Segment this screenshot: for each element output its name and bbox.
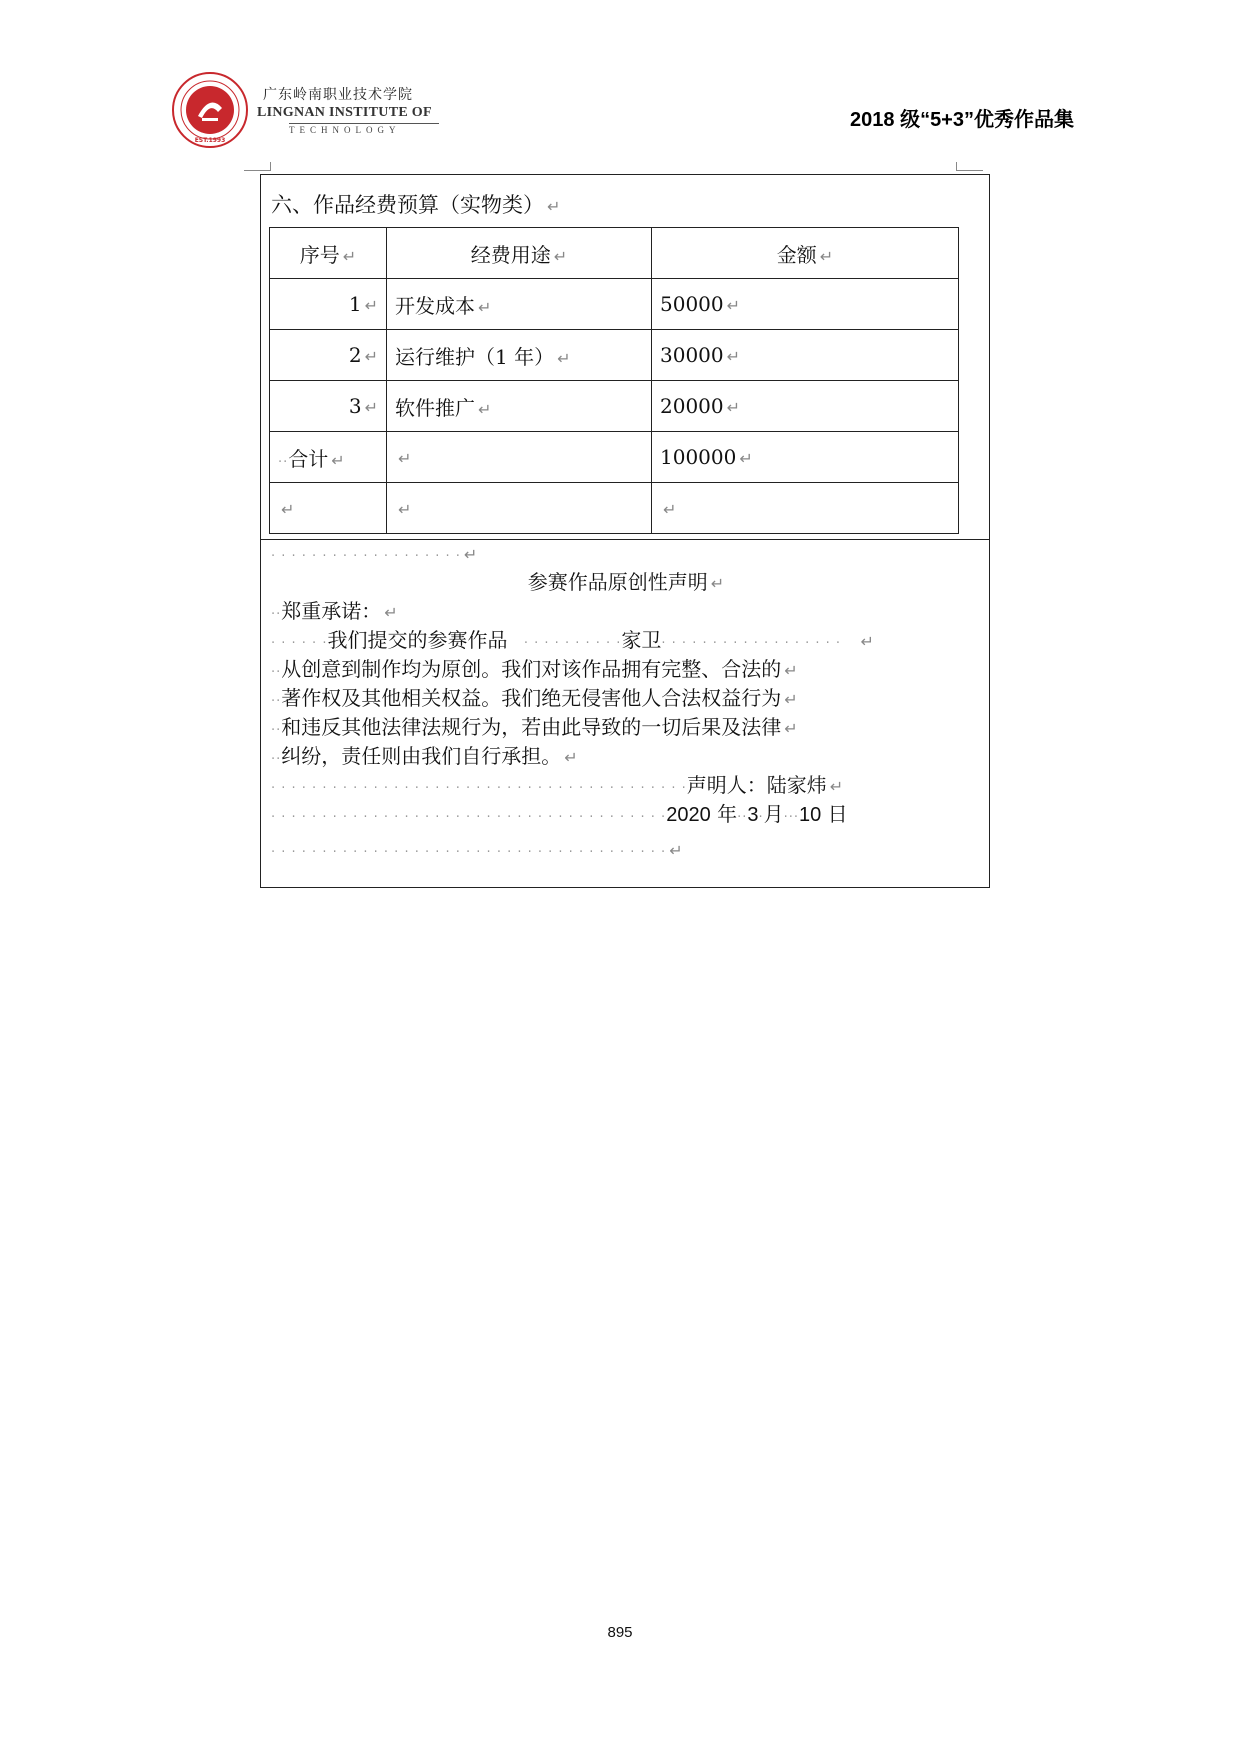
table-header-row [270, 228, 959, 279]
table-row [270, 330, 959, 381]
header-purpose: 经费用途 ↵ [387, 228, 652, 279]
table-row [270, 381, 959, 432]
row-no: 3 ↵ [270, 381, 387, 432]
budget-table [269, 227, 959, 534]
date-line: · · · · · · · · · · · · · · · · · · · · · · · · · · · · · · · · · · · · · · ·2020 年··3·月···10 日 [271, 802, 848, 826]
table-row-total [270, 432, 959, 483]
row-amount: 50000 ↵ [652, 279, 959, 330]
declaration-title: 参赛作品原创性声明 ↵ [527, 570, 725, 594]
row-no: 2 ↵ [270, 330, 387, 381]
declaration-opening: ··郑重承诺： ↵ [271, 599, 398, 623]
page-number: 895 [607, 1624, 633, 1641]
declaration-line-1: · · · · · ·我们提交的参赛作品 · · · · · · · · · ·家卫· · · · · · · · · · · · · · · · · · ↵ [271, 626, 981, 655]
declaration-line-4: ··和违反其他法律法规行为，若由此导致的一切后果及法律 ↵ [271, 715, 798, 739]
row-purpose: 软件推广 ↵ [387, 381, 652, 432]
row-total-amount: 100000 ↵ [652, 432, 959, 483]
row-total-label: ··合计 ↵ [270, 432, 387, 483]
header-amount: 金额 ↵ [652, 228, 959, 279]
declaration-line-3: ··著作权及其他相关权益。我们绝无侵害他人合法权益行为 ↵ [271, 686, 798, 710]
declarant-line: · · · · · · · · · · · · · · · · · · · · · · · · · · · · · · · · · · · · · · · · ·声明人：陆家炜 ↵ [271, 773, 844, 797]
table-row [270, 279, 959, 330]
budget-declaration-box [260, 174, 990, 888]
declarant-name: 陆家炜 [766, 773, 827, 797]
row-amount: 30000 ↵ [652, 330, 959, 381]
blank-line: · · · · · · · · · · · · · · · · · · · ↵ [271, 545, 478, 564]
institute-name [257, 84, 439, 135]
section-title: 六、作品经费预算（实物类） ↵ [271, 193, 561, 217]
institute-name-en: LINGNAN INSTITUTE OF [257, 105, 432, 120]
row-purpose: 运行维护（1 年） ↵ [387, 330, 652, 381]
institute-name-en2: TECHNOLOGY [289, 123, 439, 135]
row-no: 1 ↵ [270, 279, 387, 330]
declaration-line-2: ··从创意到制作均为原创。我们对该作品拥有完整、合法的 ↵ [271, 657, 798, 681]
svg-text:EST.1993: EST.1993 [194, 137, 226, 144]
originality-declaration [271, 539, 981, 864]
work-name-field: · · · · · · · · · ·家卫· · · · · · · · · · · · · · · · · · [507, 626, 857, 655]
row-no: ↵ [270, 483, 387, 534]
row-purpose: 开发成本 ↵ [387, 279, 652, 330]
blank-line: · · · · · · · · · · · · · · · · · · · · · · · · · · · · · · · · · · · · · · · ↵ [271, 841, 683, 860]
header-no: 序号 ↵ [270, 228, 387, 279]
table-row-empty [270, 483, 959, 534]
row-amount: ↵ [652, 483, 959, 534]
lingnan-logo [172, 72, 248, 148]
row-amount: 20000 ↵ [652, 381, 959, 432]
declaration-line-5: ··纠纷，责任则由我们自行承担。 ↵ [271, 744, 578, 768]
crop-mark-right [956, 162, 983, 171]
row-purpose: ↵ [387, 483, 652, 534]
institute-name-cn: 广东岭南职业技术学院 [263, 87, 413, 103]
row-purpose: ↵ [387, 432, 652, 483]
collection-title: 2018 级“5+3”优秀作品集 [850, 109, 1074, 131]
crop-mark-left [244, 162, 271, 171]
